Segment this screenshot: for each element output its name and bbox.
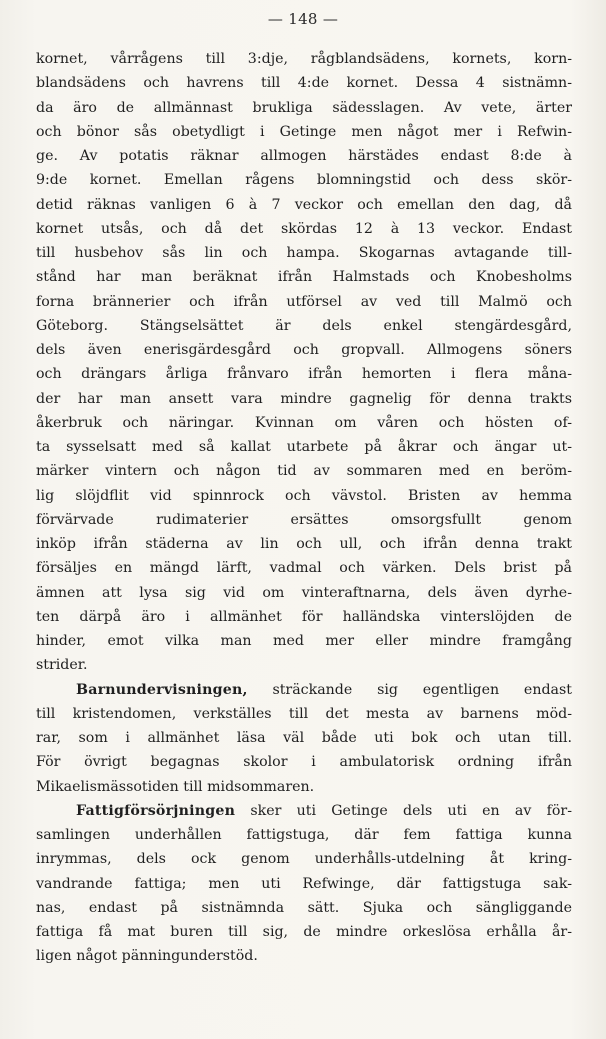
text-line: rar, som i allmänhet läsa väl både uti bok och utan till. [36, 730, 572, 746]
text-line: samlingen underhållen fattigstuga, där fem fattiga kunna [36, 827, 572, 843]
text-line: ämnen att lysa sig vid om vinteraftnarna, dels även dyrhe- [36, 584, 572, 601]
text-line: 9:de kornet. Emellan rågens blomningstid och dess skör- [36, 172, 572, 189]
paragraph-education [36, 678, 572, 799]
section-heading: Fattigförsörjningen [76, 802, 236, 819]
text-line: förvärvade rudimaterier ersättes omsorgsfullt genom [36, 511, 572, 528]
text-line: kornet, vårrågens till 3:dje, rågblandsädens, kornets, korn- [36, 51, 572, 67]
text-fragment: sker uti Getinge dels uti en av för- [235, 802, 572, 819]
paragraph-poor-relief [36, 799, 572, 969]
text-line: ge. Av potatis räknar allmogen härstädes endast 8:de à [36, 148, 572, 164]
text-line: inköp ifrån städerna av lin och ull, och ifrån denna trakt [36, 536, 572, 552]
page-number: — 148 — [267, 10, 339, 28]
text-line: dels även enerisgärdesgård och gropvall. Allmogens söners [36, 342, 572, 358]
text-line: Mikaelismässotiden till midsommaren. [36, 778, 315, 795]
text-line: ta sysselsatt med så kallat utarbete på åkrar och ängar ut- [36, 439, 572, 455]
text-line: nas, endast på sistnämnda sätt. Sjuka och sängliggande [36, 899, 572, 916]
text-line: detid räknas vanligen 6 à 7 veckor och emellan den dag, då [36, 196, 572, 213]
text-line: försäljes en mängd lärft, vadmal och värken. Dels brist på [36, 560, 572, 577]
text-line [36, 678, 572, 702]
text-line: och bönor sås obetydligt i Getinge men något mer i Refwin- [36, 123, 572, 140]
text-line: till kristendomen, verkställes till det mesta av barnens möd- [36, 705, 572, 722]
text-line: vandrande fattiga; men uti Refwinge, där fattigstuga sak- [36, 875, 572, 892]
text-line: hinder, emot vilka man med mer eller mindre framgång [36, 633, 572, 649]
text-line: da äro de allmännast brukliga sädesslagen. Av vete, ärter [36, 99, 572, 116]
text-line: och drängars årliga frånvaro ifrån hemorten i flera måna- [36, 366, 572, 383]
text-line: forna brännerier och ifrån utförsel av ved till Malmö och [36, 293, 572, 310]
text-line: fattiga få mat buren till sig, de mindre orkeslösa erhålla år- [36, 924, 572, 940]
body-text [36, 47, 572, 969]
text-line: märker vintern och någon tid av sommaren med en beröm- [36, 463, 572, 480]
text-line: blandsädens och havrens till 4:de kornet. Dessa 4 sistnämn- [36, 75, 572, 92]
text-line [36, 799, 572, 823]
text-line: strider. [36, 657, 88, 674]
text-line: kornet utsås, och då det skördas 12 à 13 veckor. Endast [36, 220, 572, 237]
paragraph-agriculture [36, 47, 572, 678]
text-line: inrymmas, dels ock genom underhålls-utdelning åt kring- [36, 851, 572, 868]
section-heading: Barnundervisningen, [76, 681, 248, 698]
text-line: ligen något pänningunderstöd. [36, 948, 258, 965]
text-line: der har man ansett vara mindre gagnelig för denna trakts [36, 390, 572, 407]
text-line: åkerbruk och näringar. Kvinnan om våren och hösten of- [36, 414, 572, 431]
text-line: stånd har man beräknat ifrån Halmstads och Knobesholms [36, 269, 572, 286]
text-line: till husbehov sås lin och hampa. Skogarnas avtagande till- [36, 245, 572, 261]
text-fragment: sträckande sig egentligen endast [247, 681, 572, 698]
text-line: lig slöjdflit vid spinnrock och vävstol. Bristen av hemma [36, 487, 572, 504]
text-line: Göteborg. Stängselsättet är dels enkel stengärdesgård, [36, 317, 572, 334]
text-line: För övrigt begagnas skolor i ambulatorisk ordning ifrån [36, 754, 572, 771]
text-line: ten därpå äro i allmänhet för halländska vinterslöjden de [36, 608, 572, 625]
